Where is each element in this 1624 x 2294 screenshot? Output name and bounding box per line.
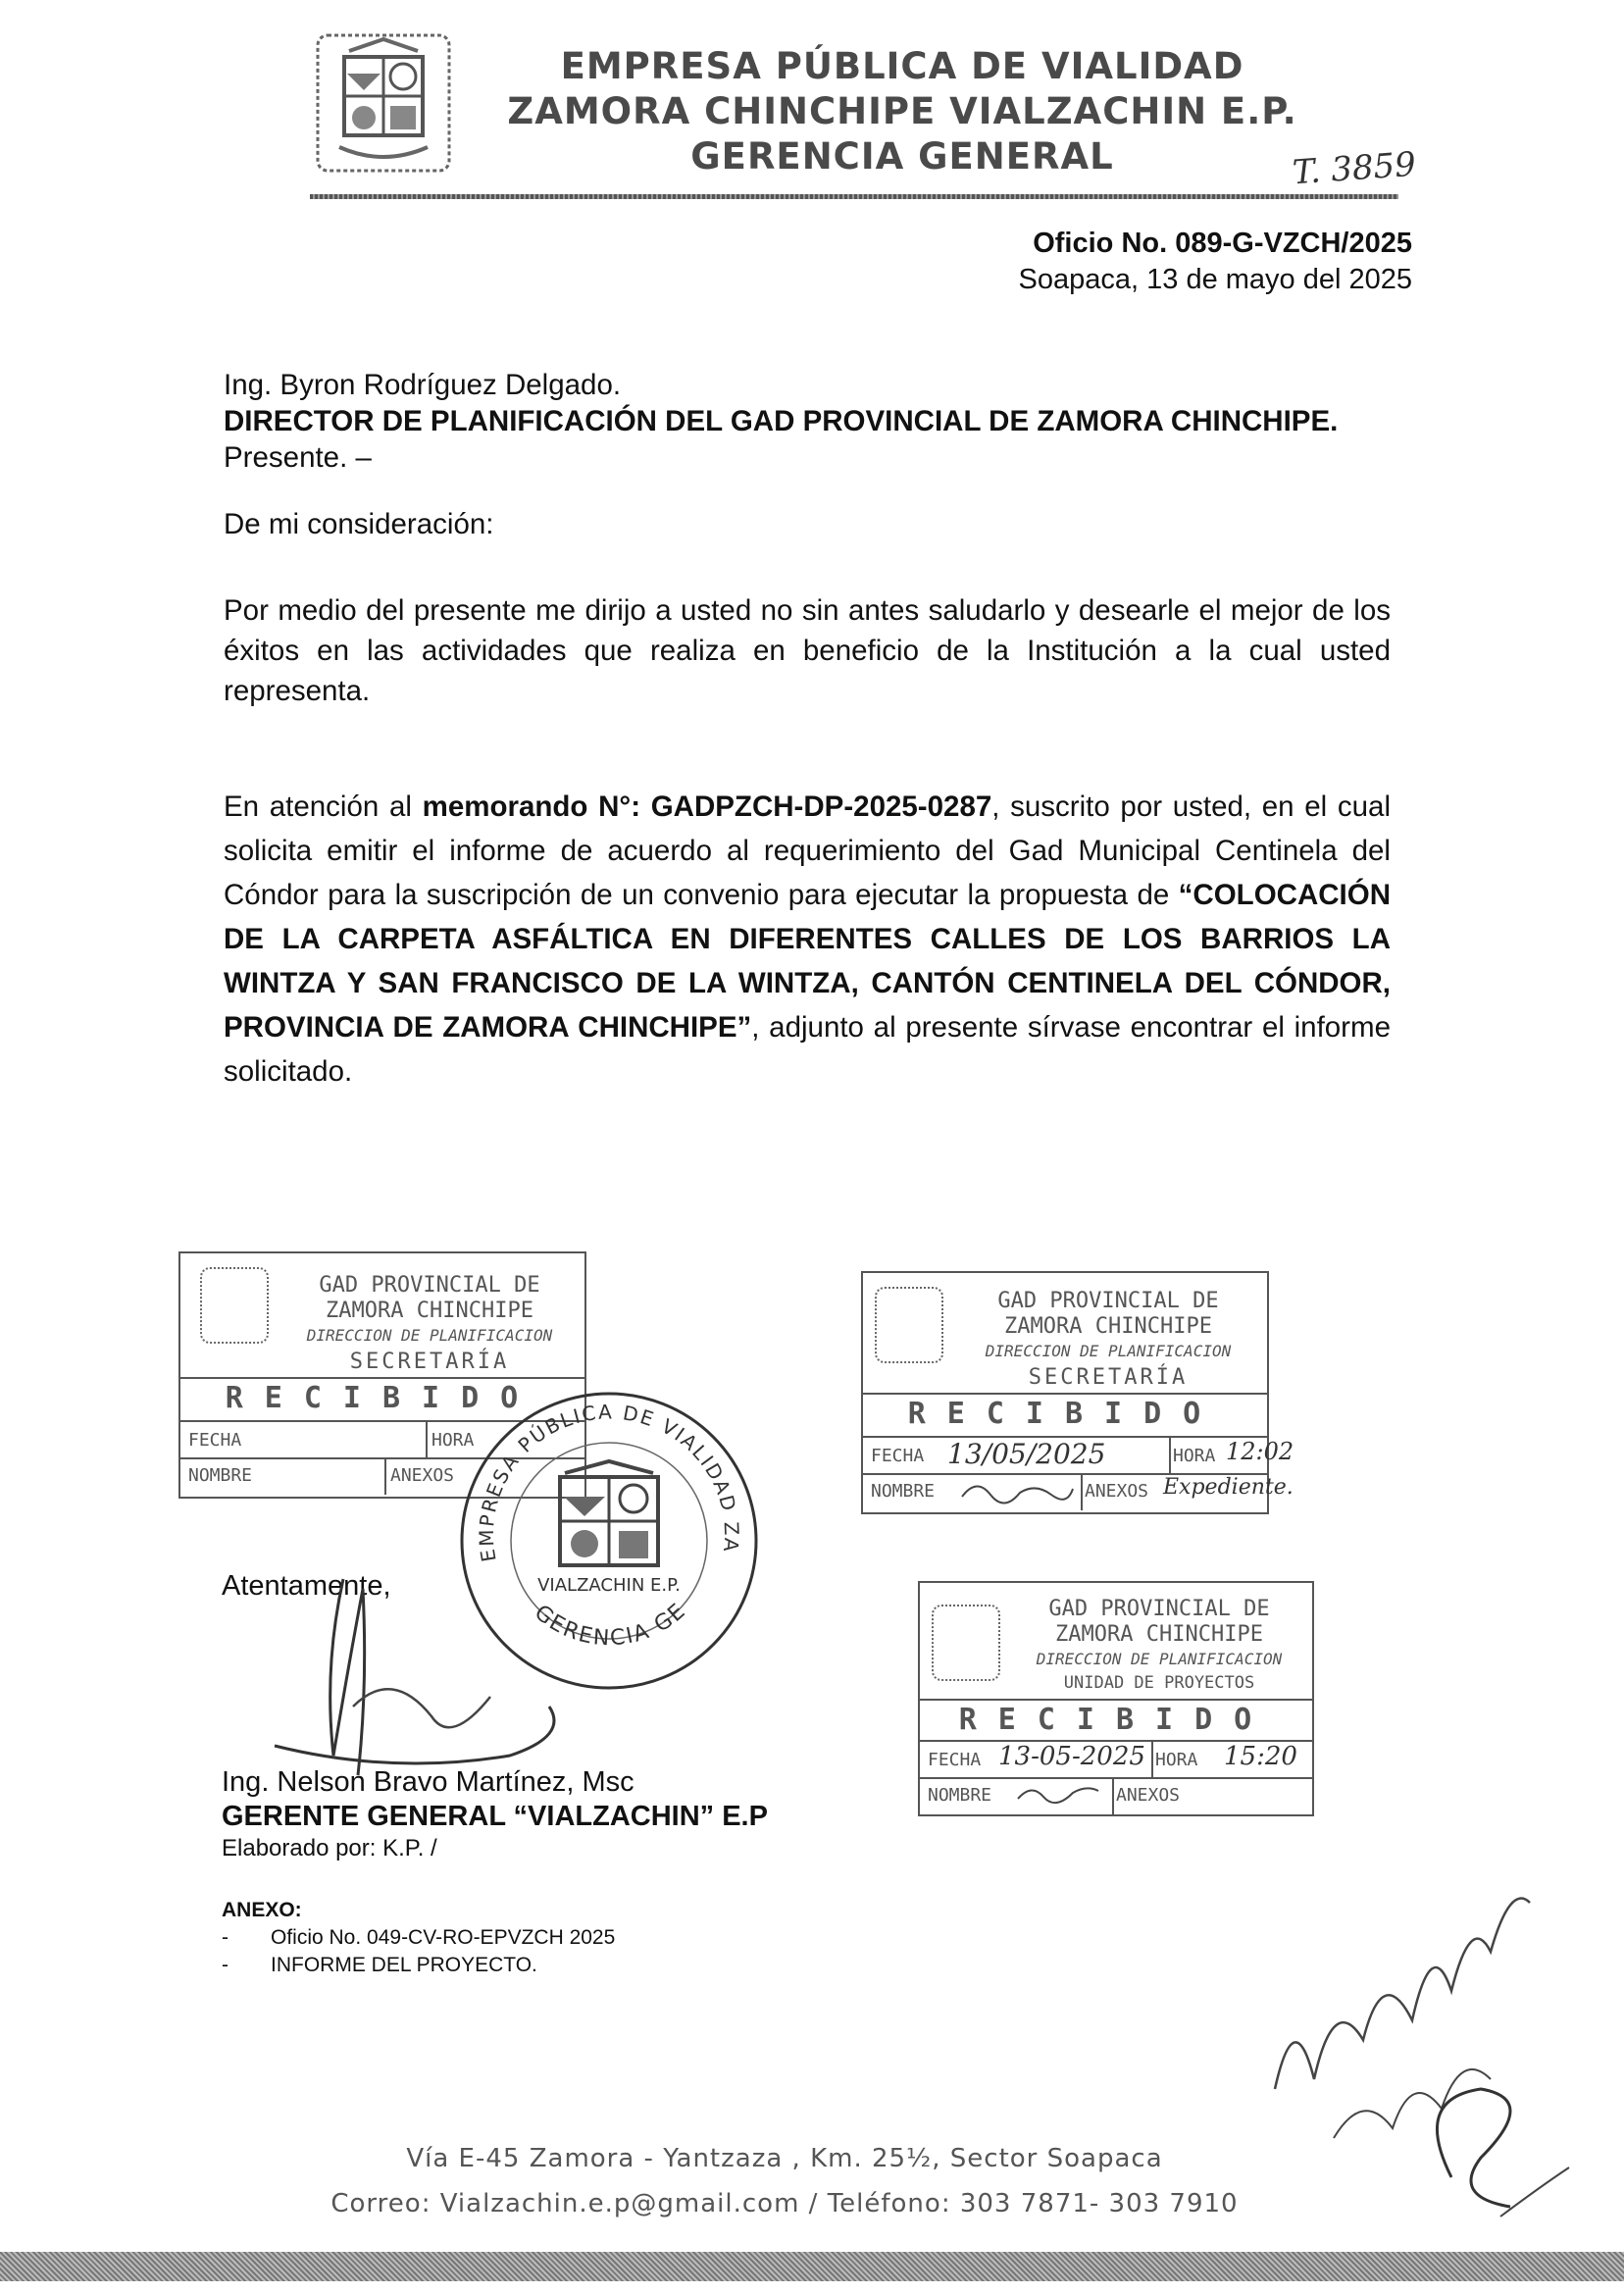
- annex-block: [222, 1897, 615, 1979]
- recipient-presente: Presente. –: [224, 441, 372, 474]
- project-name: “COLOCACIÓN DE LA CARPETA ASFÁLTICA EN DIFERENTES CALLES DE LOS BARRIOS LA WINTZA Y SAN FRANCISCO DE LA WINTZA, CANTÓN CENTINELA DEL CÓNDOR, PROVINCIA DE ZAMORA CHINCHIPE”: [224, 879, 1391, 1044]
- stamp-right-line3: DIRECCION DE PLANIFICACION: [985, 1342, 1232, 1360]
- stamp-right-recibido: RECIBIDO: [907, 1397, 1223, 1431]
- stamp-right-anexos: ANEXOS: [1085, 1481, 1149, 1502]
- stamp-right-anexos-value: Expediente.: [1163, 1475, 1294, 1500]
- elaborado-por: Elaborado por: K.P. /: [222, 1835, 437, 1861]
- stamp-seal-icon: [932, 1605, 1000, 1681]
- stamp-right-nombre: NOMBRE: [871, 1481, 936, 1502]
- recipient-name: Ing. Byron Rodríguez Delgado.: [224, 369, 622, 401]
- footer-address: Vía E-45 Zamora - Yantzaza , Km. 25½, Sector Soapaca: [406, 2144, 1163, 2173]
- paragraph-2-part-2: , suscrito por usted, en el cual solicita emitir el informe de acuerdo al requerimiento del Gad Municipal Centinela del Cóndor para la suscripción de un convenio para ejecutar la propuesta de: [224, 790, 1392, 911]
- handwritten-margin-note: [1255, 1844, 1608, 2236]
- stamp-right-fecha-value: 13/05/2025: [947, 1438, 1106, 1470]
- handwritten-signature: [255, 1550, 765, 1795]
- signature-block: [222, 1765, 768, 1863]
- reference-block: [1019, 226, 1412, 298]
- stamp-bottom-line2: ZAMORA CHINCHIPE: [1055, 1622, 1263, 1647]
- handwritten-number: T. 3859: [1291, 144, 1418, 193]
- stamp-bottom-line1: GAD PROVINCIAL DE: [1048, 1597, 1270, 1621]
- paragraph-2-part-1: En atención al: [224, 790, 423, 823]
- annex-item-label: INFORME DEL PROYECTO.: [271, 1954, 537, 1976]
- paragraph-2-part-3: , adjunto al presente sírvase encontrar el informe solicitado.: [224, 1011, 1391, 1088]
- signer-name: Ing. Nelson Bravo Martínez, Msc: [222, 1766, 634, 1798]
- stamp-right-line2: ZAMORA CHINCHIPE: [1004, 1314, 1212, 1339]
- stamp-left-line2: ZAMORA CHINCHIPE: [326, 1299, 533, 1323]
- annex-item-label: Oficio No. 049-CV-RO-EPVZCH 2025: [271, 1926, 616, 1949]
- oficio-number: Oficio No. 089-G-VZCH/2025: [1033, 228, 1412, 259]
- salutation: De mi consideración:: [224, 508, 494, 540]
- seal-arc-bottom: GERENCIA GE: [529, 1598, 691, 1652]
- stamp-bottom-hora: HORA: [1155, 1750, 1198, 1770]
- place-date: Soapaca, 13 de mayo del 2025: [1018, 264, 1412, 295]
- annex-item: - Oficio No. 049-CV-RO-EPVZCH 2025: [222, 1926, 616, 1949]
- stamp-left-line1: GAD PROVINCIAL DE: [319, 1273, 540, 1298]
- stamp-left-nombre: NOMBRE: [188, 1465, 253, 1486]
- stamp-right-line4: SECRETARÍA: [1028, 1365, 1189, 1390]
- memo-reference: memorando N°: GADPZCH-DP-2025-0287: [422, 790, 992, 823]
- stamp-left-anexos: ANEXOS: [390, 1465, 455, 1486]
- annex-item: - INFORME DEL PROYECTO.: [222, 1954, 537, 1976]
- stamp-bottom-hora-value: 15:20: [1224, 1742, 1297, 1771]
- header-divider: [310, 194, 1398, 199]
- annex-title: ANEXO:: [222, 1899, 302, 1921]
- signer-role: GERENTE GENERAL “VIALZACHIN” E.P: [222, 1801, 768, 1832]
- stamp-bottom-fecha-value: 13-05-2025: [998, 1742, 1145, 1771]
- header-line-3: GERENCIA GENERAL: [690, 135, 1114, 178]
- stamp-bottom-line3: DIRECCION DE PLANIFICACION: [1036, 1650, 1283, 1668]
- stamp-left-fecha: FECHA: [188, 1430, 242, 1451]
- stamp-right-hora: HORA: [1173, 1446, 1216, 1466]
- stamp-right-nombre-signature: [957, 1473, 1075, 1513]
- stamp-right-line1: GAD PROVINCIAL DE: [997, 1289, 1219, 1313]
- stamp-left-hora: HORA: [431, 1430, 475, 1451]
- seal-arc-top: EMPRESA PÚBLICA DE VIALIDAD ZA: [474, 1400, 744, 1564]
- stamp-seal-icon: [200, 1267, 269, 1344]
- stamp-left-recibido: RECIBIDO: [225, 1381, 540, 1415]
- recipient-title: DIRECTOR DE PLANIFICACIÓN DEL GAD PROVINCIAL DE ZAMORA CHINCHIPE.: [224, 405, 1339, 437]
- header-line-1: EMPRESA PÚBLICA DE VIALIDAD: [560, 45, 1244, 87]
- company-logo: [310, 29, 457, 177]
- closing-atentamente: Atentamente,: [222, 1570, 391, 1602]
- stamp-bottom-nombre: NOMBRE: [928, 1785, 992, 1806]
- paragraph-1: Por medio del presente me dirijo a usted no sin antes saludarlo y desearle el mejor de los éxitos en las actividades que realiza en beneficio de la Institución a la cual usted representa.: [224, 594, 1391, 707]
- footer-bar: [0, 2252, 1624, 2281]
- header-line-2: ZAMORA CHINCHIPE VIALZACHIN E.P.: [507, 90, 1297, 132]
- stamp-left-line3: DIRECCION DE PLANIFICACION: [306, 1326, 553, 1345]
- stamp-bottom-recibido: RECIBIDO: [958, 1703, 1274, 1737]
- stamp-bottom-nombre-signature: [1014, 1777, 1102, 1810]
- stamp-bottom-line4: UNIDAD DE PROYECTOS: [1063, 1673, 1255, 1693]
- stamp-left-line4: SECRETARÍA: [349, 1350, 510, 1374]
- stamp-seal-icon: [875, 1287, 943, 1363]
- paragraph-2: [224, 785, 1391, 1094]
- received-stamp-bottom: [918, 1581, 1314, 1816]
- footer-contact: Correo: Vialzachin.e.p@gmail.com / Teléfono: 303 7871- 303 7910: [330, 2189, 1239, 2218]
- stamp-right-hora-value: 12:02: [1226, 1438, 1294, 1465]
- stamp-right-fecha: FECHA: [871, 1446, 925, 1466]
- stamp-bottom-fecha: FECHA: [928, 1750, 982, 1770]
- received-stamp-right: [861, 1271, 1294, 1514]
- recipient-block: [224, 365, 1391, 478]
- seal-center-text: VIALZACHIN E.P.: [537, 1575, 681, 1596]
- stamp-bottom-anexos: ANEXOS: [1116, 1785, 1181, 1806]
